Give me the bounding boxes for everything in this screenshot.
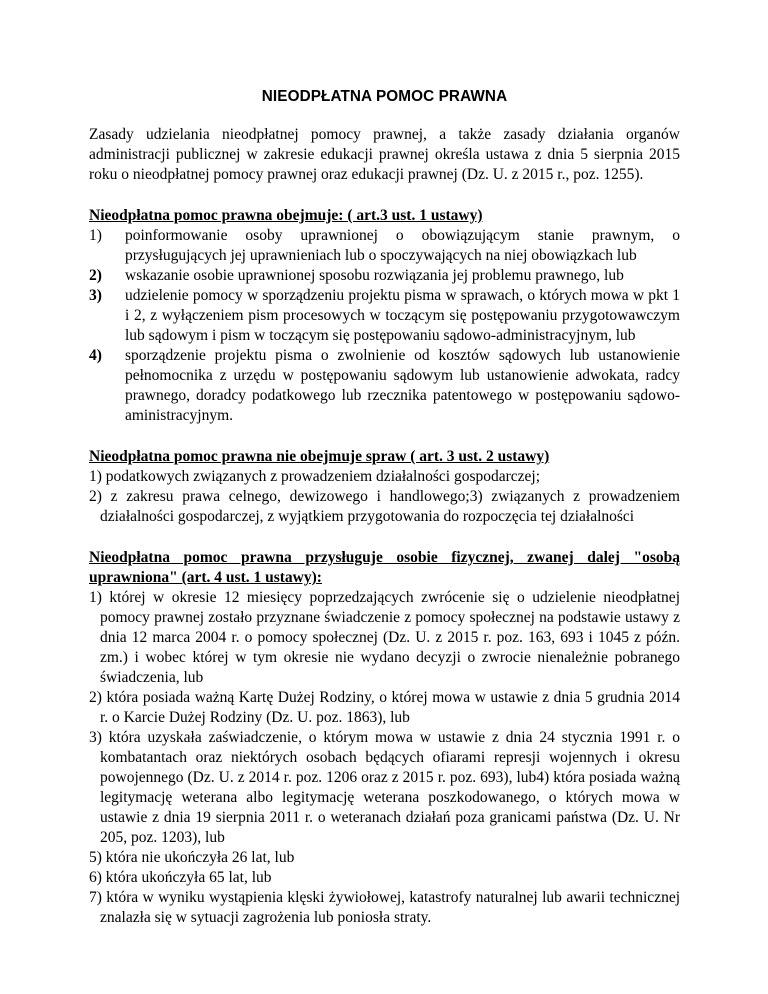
document-title: NIEODPŁATNA POMOC PRAWNA <box>261 88 508 105</box>
list-item: 6) która ukończyła 65 lat, lub <box>89 869 272 886</box>
list-item <box>89 226 680 266</box>
list-item-text: sporządzenie projektu pisma o zwolnienie od kosztów sądowych lub ustanowienie pełnomocnika z urzędu w postępowaniu sądowym lub ustanowienie adwokata, radcy prawnego, doradcy podatkowego lub rzecznika patentowego w postępowaniu sądowo-aministracyjnym. <box>125 347 680 424</box>
list-item-number: 3) <box>89 287 102 304</box>
list-item: 1) której w okresie 12 miesięcy poprzedzających zwrócenie się o udzielenie nieodpłatnej pomocy prawnej zostało przyznane świadczenie z pomocy społecznej na podstawie ustawy z dnia 12 marca 2004 r. o pomocy społecznej (Dz. U. z 2015 r. poz. 163, 693 i 1045 z późn. zm.) i wobec której w tym okresie nie wydano decyzji o zwrocie nienależnie pobranego świadczenia, lub <box>89 589 680 686</box>
list-item-number: 4) <box>89 347 102 364</box>
list-item: 1) podatkowych związanych z prowadzeniem działalności gospodarczej; <box>89 468 541 485</box>
scope-list <box>89 226 680 426</box>
list-item: 3) która uzyskała zaświadczenie, o którym mowa w ustawie z dnia 24 stycznia 1991 r. o kombatantach oraz niektórych osobach będących ofiarami represji wojennych i okresu powojennego (Dz. U. z 2014 r. poz. 1206 oraz z 2015 r. poz. 693), lub4) która posiada ważną legitymację weterana albo legitymację weterana poszkodowanego, o których mowa w ustawie z dnia 19 sierpnia 2011 r. o weteranach działań poza granicami państwa (Dz. U. Nr 205, poz. 1203), lub <box>89 729 680 846</box>
section-scope <box>89 206 680 426</box>
document-page <box>89 88 680 928</box>
list-item-number: 2) <box>89 267 102 284</box>
list-item: 2) z zakresu prawa celnego, dewizowego i handlowego;3) związanych z prowadzeniem działalności gospodarczej, z wyjątkiem przygotowania do rozpoczęcia tej działalności <box>89 488 680 525</box>
list-item: 7) która w wyniku wystąpienia klęski żywiołowej, katastrofy naturalnej lub awarii technicznej znalazła się w sytuacji zagrożenia lub poniosła straty. <box>89 889 680 926</box>
list-item-text: wskazanie osobie uprawnionej sposobu rozwiązania jej problemu prawnego, lub <box>125 267 624 284</box>
section-exclusions <box>89 447 680 527</box>
section-exclusions-heading: Nieodpłatna pomoc prawna nie obejmuje spraw ( art. 3 ust. 2 ustawy) <box>89 448 550 465</box>
list-item <box>89 346 680 426</box>
section-eligibility-heading: Nieodpłatna pomoc prawna przysługuje osobie fizycznej, zwanej dalej "osobą uprawniona" (art. 4 ust. 1 ustawy): <box>89 549 680 586</box>
list-item-number: 1) <box>89 227 102 244</box>
list-item: 5) która nie ukończyła 26 lat, lub <box>89 849 295 866</box>
list-item <box>89 286 680 346</box>
intro-paragraph: Zasady udzielania nieodpłatnej pomocy prawnej, a także zasady działania organów administracji publicznej w zakresie edukacji prawnej określa ustawa z dnia 5 sierpnia 2015 roku o nieodpłatnej pomocy prawnej oraz edukacji prawnej (Dz. U. z 2015 r., poz. 1255). <box>89 126 680 183</box>
section-eligibility <box>89 548 680 928</box>
list-item: 2) która posiada ważną Kartę Dużej Rodziny, o której mowa w ustawie z dnia 5 grudnia 2014 r. o Karcie Dużej Rodziny (Dz. U. poz. 1863), lub <box>89 689 680 726</box>
list-item-text: udzielenie pomocy w sporządzeniu projektu pisma w sprawach, o których mowa w pkt 1 i 2, z wyłączeniem pism procesowych w toczącym się postępowaniu przygotowawczym lub sądowym i pism w toczącym się postępowaniu sądowo-administracyjnym, lub <box>125 287 680 344</box>
section-scope-heading: Nieodpłatna pomoc prawna obejmuje: ( art.3 ust. 1 ustawy) <box>89 207 483 224</box>
list-item-text: poinformowanie osoby uprawnionej o obowiązującym stanie prawnym, o przysługujących jej uprawnieniach lub o spoczywających na niej obowiązkach lub <box>125 227 680 264</box>
list-item <box>89 266 680 286</box>
